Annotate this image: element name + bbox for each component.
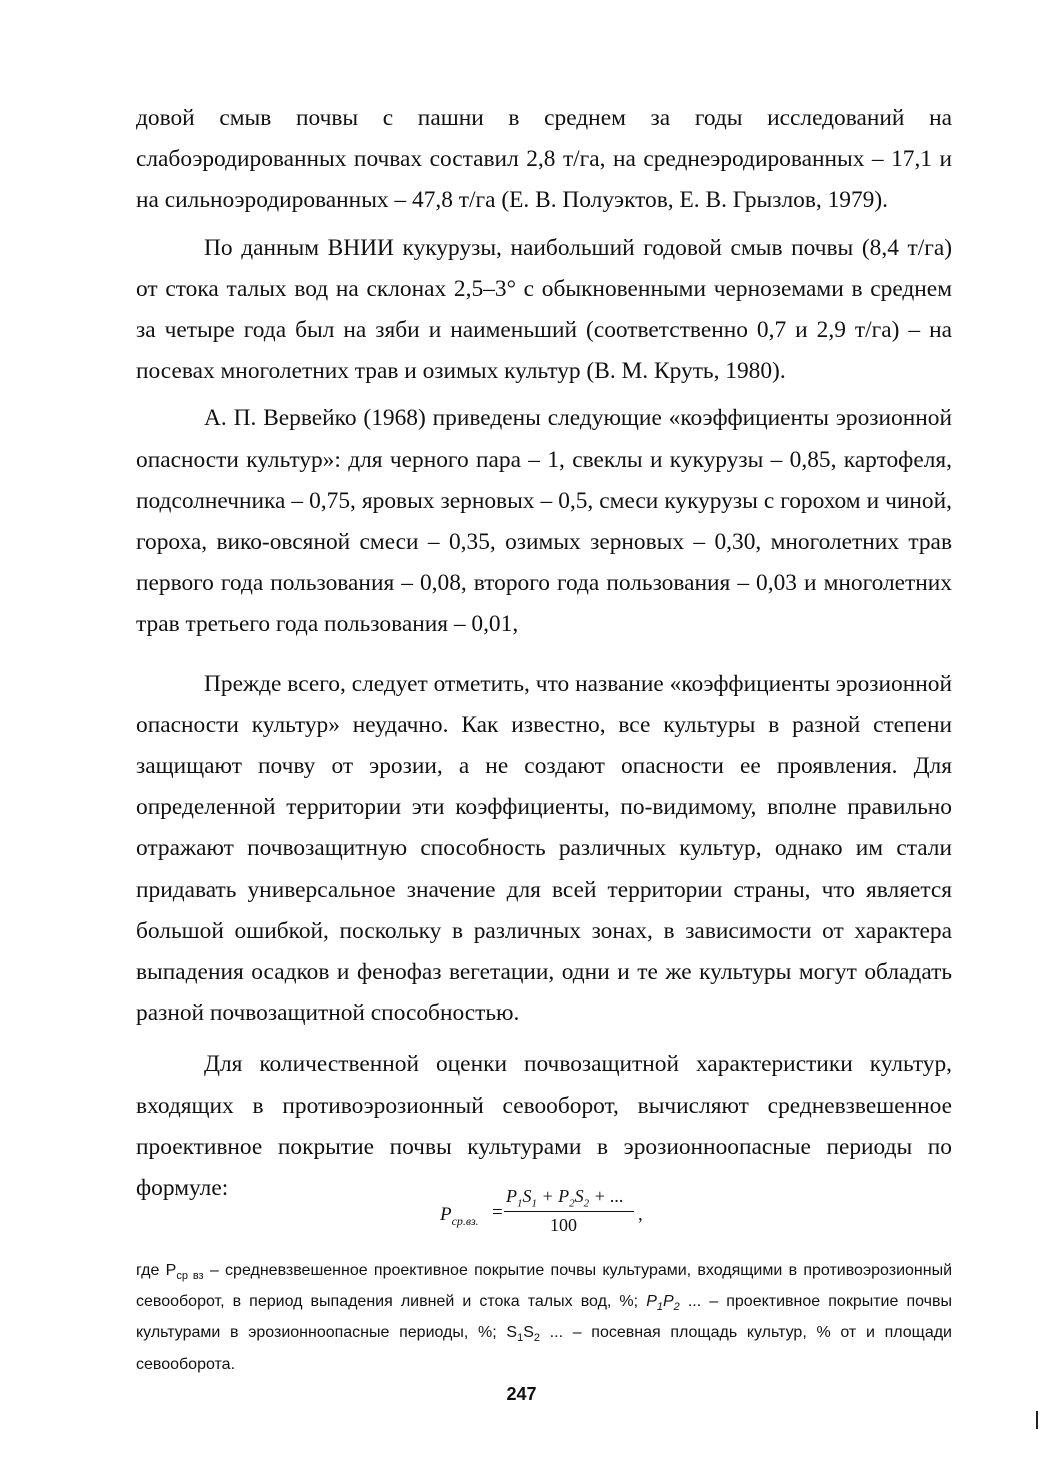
page-body: [136, 98, 952, 1209]
formula-equals: =: [492, 1202, 503, 1223]
paragraph-1: довой смыв почвы с пашни в среднем за годы исследований на слабоэродированных почвах составил 2,8 т/га, на среднеэродированных – 17,1 и на сильноэродированных – 47,8 т/га (Е. В. Полуэктов, Е. В. Грызлов, 1979).: [136, 105, 952, 214]
formula-numerator: $P_1S_1 + P_2S_2$ + ...: [506, 1186, 624, 1210]
formula-lhs: $P_{ср.вз.}$: [440, 1204, 479, 1228]
paragraph-2: По данным ВНИИ кукурузы, наибольший годовой смыв почвы (8,4 т/га) от стока талых вод на склонах 2,5–3° с обыкновенными черноземами в среднем за четыре года был на зяби и наименьший (соответственно 0,7 и 2,9 т/га) – на посевах многолетних трав и озимых культур (В. М. Круть, 1980).: [136, 234, 952, 385]
page-number: 247: [506, 1384, 537, 1404]
formula: [440, 1186, 670, 1246]
scan-margin-mark: [1036, 1411, 1038, 1429]
footnote: где $P_{ср вз}$ – средневзвешенное проективное покрытие почвы культурами, входящими в противоэрозионный севооборот, в период выпадения ливней и стока талых вод, %; $P_1P_2$ ... – проективное покрытие почвы культурами в эрозионноопасные периоды, %; $S_1S_2$ ... – посевная площадь культур, % от и площади севооборота.: [136, 1262, 953, 1373]
paragraph-5: Для количественной оценки почвозащитной характеристики культур, входящих в противоэрозионный севооборот, вычисляют средневзвешенное проективное покрытие почвы культурами в эрозионноопасные периоды по формуле:: [136, 1051, 952, 1202]
paragraph-3: А. П. Вервейко (1968) приведены следующие «коэффициенты эрозионной опасности культур»: для черного пара – 1, свеклы и кукурузы – 0,85, картофеля, подсолнечника – 0,75, яровых зерновых – 0,5, смеси кукурузы с горохом и чиной, гороха, вико-овсяной смеси – 0,35, озимых зерновых – 0,30, многолетних трав первого года пользования – 0,08, второго года пользования – 0,03 и многолетних трав третьего года пользования – 0,01,: [136, 405, 952, 638]
paragraph-4: Прежде всего, следует отметить, что название «коэффициенты эрозионной опасности культур» неудачно. Как известно, все культуры в разной степени защищают почву от эрозии, а не создают опасности ее проявления. Для определенной территории эти коэффициенты, по-видимому, вполне правильно отражают почвозащитную способность различных культур, однако им стали придавать универсальное значение для всей территории страны, что является большой ошибкой, поскольку в различных зонах, в зависимости от характера выпадения осадков и фенофаз вегетации, одни и те же культуры могут обладать разной почвозащитной способностью.: [136, 670, 952, 1027]
formula-denominator: 100: [550, 1215, 577, 1235]
formula-fraction-bar: [504, 1211, 634, 1212]
formula-comma: ,: [638, 1204, 643, 1225]
